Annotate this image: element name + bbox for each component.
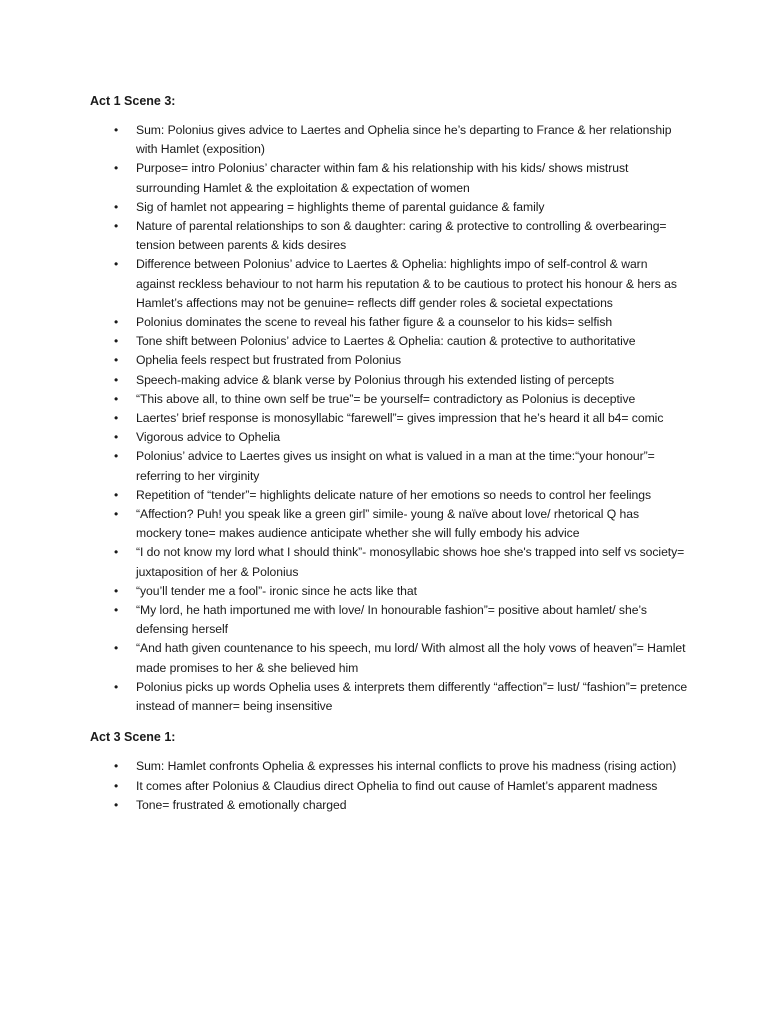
section-act3-scene1 bbox=[90, 728, 688, 815]
bullet-icon: • bbox=[114, 161, 119, 176]
list-item-text: Speech-making advice & blank verse by Polonius through his extended listing of percepts bbox=[136, 372, 615, 387]
bullet-icon: • bbox=[114, 315, 119, 330]
bullet-icon: • bbox=[114, 679, 119, 694]
bullet-icon: • bbox=[114, 449, 119, 464]
bullet-icon: • bbox=[114, 641, 119, 656]
list-item-text: Polonius picks up words Ophelia uses & interprets them differently “affection”= lust/ “fashion”= pretence instead of manner= being insensitive bbox=[136, 679, 688, 714]
bullet-icon: • bbox=[114, 545, 119, 560]
list-item bbox=[90, 217, 688, 255]
bullet-icon: • bbox=[114, 123, 119, 137]
bullet-icon: • bbox=[114, 372, 119, 387]
list-item bbox=[90, 332, 688, 351]
list-item bbox=[90, 777, 688, 796]
list-item-text: Tone= frustrated & emotionally charged bbox=[136, 797, 347, 812]
bullet-icon: • bbox=[114, 353, 119, 368]
section-heading: Act 3 Scene 1: bbox=[90, 730, 176, 745]
bullet-icon: • bbox=[114, 219, 119, 234]
list-item-text: Ophelia feels respect but frustrated from Polonius bbox=[136, 353, 402, 368]
section-heading: Act 1 Scene 3: bbox=[90, 94, 176, 108]
list-item-text: Purpose= intro Polonius’ character within fam & his relationship with his kids/ shows mistrust surrounding Hamlet & the exploitation & expectation of women bbox=[136, 161, 629, 195]
list-item bbox=[90, 639, 688, 677]
list-item bbox=[90, 678, 688, 716]
bullet-icon: • bbox=[114, 583, 119, 598]
section-act1-scene3 bbox=[90, 92, 688, 716]
bullet-icon: • bbox=[114, 199, 119, 214]
bullet-icon: • bbox=[114, 411, 119, 426]
list-item bbox=[90, 543, 688, 581]
list-item-text: “you’ll tender me a fool”- ironic since he acts like that bbox=[136, 583, 417, 598]
list-item bbox=[90, 313, 688, 332]
list-item-text: Sum: Hamlet confronts Ophelia & expresses his internal conflicts to prove his madness (rising action) bbox=[136, 759, 677, 774]
list-item-text: Sum: Polonius gives advice to Laertes and Ophelia since he’s departing to France & her relationship with Hamlet (exposition) bbox=[136, 123, 672, 157]
list-item bbox=[90, 505, 688, 543]
bullet-icon: • bbox=[114, 603, 119, 618]
list-item bbox=[90, 486, 688, 505]
list-item-text: Difference between Polonius’ advice to Laertes & Ophelia: highlights impo of self-control & warn against reckless behaviour to not harm his reputation & to be cautious to protect his honour & hers as Hamlet’s affections may not be genuine= reflects diff gender roles & societal expectations bbox=[136, 257, 677, 310]
bullet-icon: • bbox=[114, 430, 119, 445]
bullet-icon: • bbox=[114, 797, 119, 812]
list-item-text: Tone shift between Polonius’ advice to Laertes & Ophelia: caution & protective to authoritative bbox=[136, 334, 636, 349]
bullet-list bbox=[90, 757, 688, 815]
bullet-icon: • bbox=[114, 759, 119, 774]
list-item bbox=[90, 447, 688, 485]
list-item bbox=[90, 409, 688, 428]
list-item-text: Sig of hamlet not appearing = highlights theme of parental guidance & family bbox=[136, 199, 545, 214]
list-item-text: It comes after Polonius & Claudius direct Ophelia to find out cause of Hamlet’s apparent madness bbox=[136, 778, 658, 793]
list-item-text: “Affection? Puh! you speak like a green girl” simile- young & naïve about love/ rhetorical Q has mockery tone= makes audience anticipate whether she will fully embody his advice bbox=[136, 507, 640, 541]
list-item-text: Polonius dominates the scene to reveal his father figure & a counselor to his kids= selfish bbox=[136, 315, 613, 330]
list-item bbox=[90, 371, 688, 390]
list-item-text: Vigorous advice to Ophelia bbox=[136, 430, 281, 445]
list-item-text: “My lord, he hath importuned me with love/ In honourable fashion”= positive about hamlet/ she’s defensing herself bbox=[136, 603, 647, 637]
list-item bbox=[90, 601, 688, 639]
list-item bbox=[90, 390, 688, 409]
list-item-text: “This above all, to thine own self be true”= be yourself= contradictory as Polonius is deceptive bbox=[136, 391, 636, 406]
list-item bbox=[90, 582, 688, 601]
bullet-icon: • bbox=[114, 487, 119, 502]
list-item-text: Repetition of “tender”= highlights delicate nature of her emotions so needs to control her feelings bbox=[136, 487, 652, 502]
list-item bbox=[90, 351, 688, 370]
list-item-text: “I do not know my lord what I should think”- monosyllabic shows hoe she's trapped into self vs society= juxtaposition of her & Polonius bbox=[136, 545, 685, 579]
list-item bbox=[90, 198, 688, 217]
list-item bbox=[90, 428, 688, 447]
bullet-icon: • bbox=[114, 778, 119, 793]
list-item bbox=[90, 159, 688, 197]
bullet-list bbox=[90, 121, 688, 716]
list-item bbox=[90, 757, 688, 776]
list-item bbox=[90, 796, 688, 815]
list-item-text: Polonius’ advice to Laertes gives us insight on what is valued in a man at the time:“your honour”= referring to her virginity bbox=[136, 449, 655, 483]
bullet-icon: • bbox=[114, 334, 119, 349]
list-item-text: “And hath given countenance to his speech, mu lord/ With almost all the holy vows of heaven”= Hamlet made promises to her & she believed him bbox=[136, 641, 686, 675]
list-item-text: Laertes’ brief response is monosyllabic “farewell”= gives impression that he’s heard it all b4= comic bbox=[136, 411, 664, 426]
list-item bbox=[90, 121, 688, 159]
bullet-icon: • bbox=[114, 257, 119, 272]
bullet-icon: • bbox=[114, 507, 119, 522]
list-item-text: Nature of parental relationships to son & daughter: caring & protective to controlling & overbearing= tension between parents & kids desires bbox=[136, 219, 667, 253]
list-item bbox=[90, 255, 688, 313]
bullet-icon: • bbox=[114, 391, 119, 406]
